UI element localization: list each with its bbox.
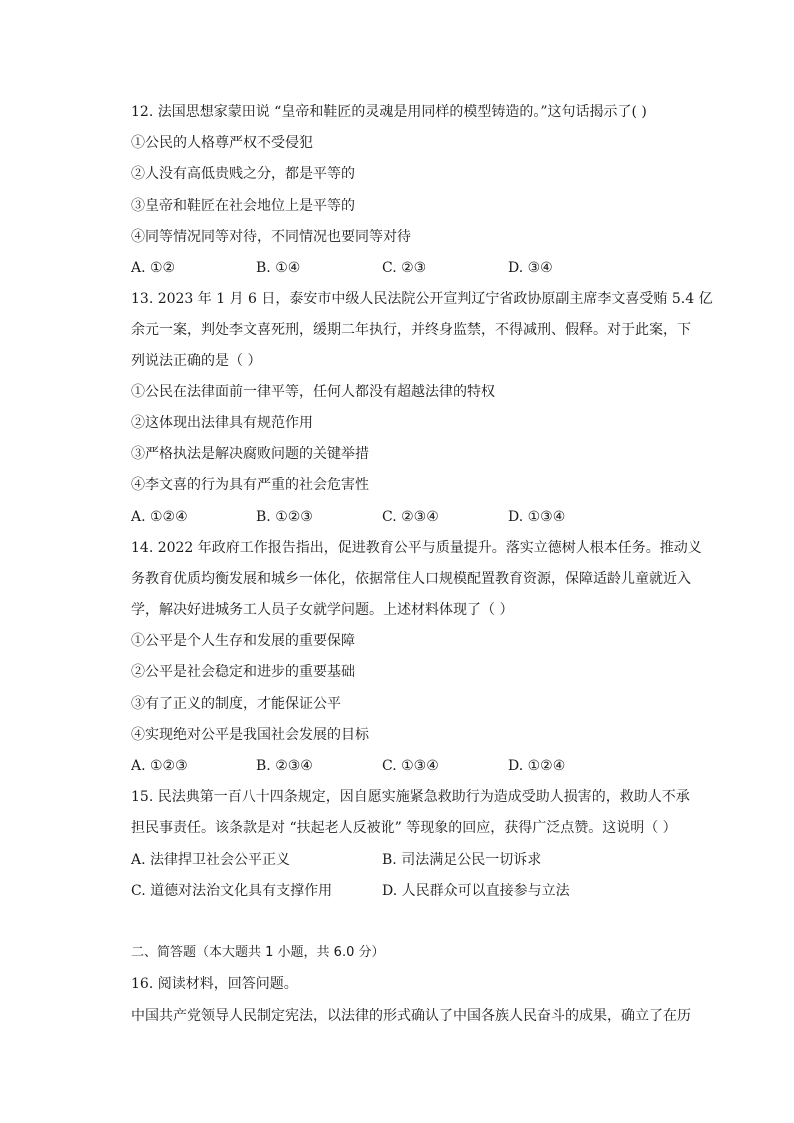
q13-stem-line-3: 列说法正确的是（ ） [131,353,262,369]
q12-option-a: A. ①② [131,260,176,276]
q13-option-d: D. ①③④ [508,509,566,525]
q13-item-2: ②这体现出法律具有规范作用 [131,415,313,431]
q12-option-c: C. ②③ [382,260,427,276]
section-2-title: 二、简答题（本大题共 1 小题，共 6.0 分） [131,945,385,960]
q16-material-line-1: 中国共产党领导人民制定宪法，以法律的形式确认了中国各族人民奋斗的成果，确立了在历 [131,1008,691,1024]
q13-item-3: ③严格执法是解决腐败问题的关键举措 [131,446,369,462]
q15-stem-line-1: 15. 民法典第一百八十四条规定，因自愿实施紧急救助行为造成受助人损害的，救助人不承 [131,789,690,805]
q14-item-4: ④实现绝对公平是我国社会发展的目标 [131,727,369,743]
q13-stem-line-1: 13. 2023 年 1 月 6 日，泰安市中级人民法院公开宣判辽宁省政协原副主席李文喜受贿 5.4 亿 [131,291,713,307]
q14-stem-line-2: 务教育优质均衡发展和城乡一体化，依据常住人口规模配置教育资源，保障适龄儿童就近入 [131,571,691,587]
q13-item-1: ①公民在法律面前一律平等，任何人都没有超越法律的特权 [131,384,495,400]
q13-option-b: B. ①②③ [256,509,313,525]
q15-option-d: D. 人民群众可以直接参与立法 [382,883,570,899]
q15-option-c: C. 道德对法治文化具有支撑作用 [131,883,333,899]
q14-item-2: ②公平是社会稳定和进步的重要基础 [131,664,355,680]
q12-option-b: B. ①④ [256,260,301,276]
q13-option-a: A. ①②④ [131,509,188,525]
q15-stem-line-2: 担民事责任。该条款是对 “扶起老人反被讹” 等现象的回应，获得广泛点赞。这说明（ ） [131,820,677,836]
q14-stem-line-1: 14. 2022 年政府工作报告指出，促进教育公平与质量提升。落实立德树人根本任务。推动义 [131,540,702,556]
q12-item-3: ③皇帝和鞋匠在社会地位上是平等的 [131,198,355,214]
q14-option-b: B. ②③④ [256,758,313,774]
q13-item-4: ④李文喜的行为具有严重的社会危害性 [131,477,369,493]
q12-stem: 12. 法国思想家蒙田说 “皇帝和鞋匠的灵魂是用同样的模型铸造的。”这句话揭示了( ) [131,104,647,120]
q14-item-1: ①公平是个人生存和发展的重要保障 [131,633,355,649]
q14-option-c: C. ①③④ [382,758,439,774]
q14-option-a: A. ①②③ [131,758,188,774]
q13-stem-line-2: 余元一案，判处李文喜死刑，缓期二年执行，并终身监禁，不得减刑、假释。对于此案，下 [131,322,691,338]
q14-option-d: D. ①②④ [508,758,566,774]
q14-stem-line-3: 学，解决好进城务工人员子女就学问题。上述材料体现了（ ） [131,602,514,618]
q15-option-a: A. 法律捍卫社会公平正义 [131,852,291,868]
q15-option-b: B. 司法满足公民一切诉求 [382,852,542,868]
q16-stem: 16. 阅读材料，回答问题。 [131,976,298,992]
q12-option-d: D. ③④ [508,260,553,276]
q13-option-c: C. ②③④ [382,509,439,525]
q14-item-3: ③有了正义的制度，才能保证公平 [131,696,341,712]
q12-item-2: ②人没有高低贵贱之分，都是平等的 [131,166,355,182]
q12-item-4: ④同等情况同等对待，不同情况也要同等对待 [131,229,411,245]
q12-item-1: ①公民的人格尊严权不受侵犯 [131,135,313,151]
